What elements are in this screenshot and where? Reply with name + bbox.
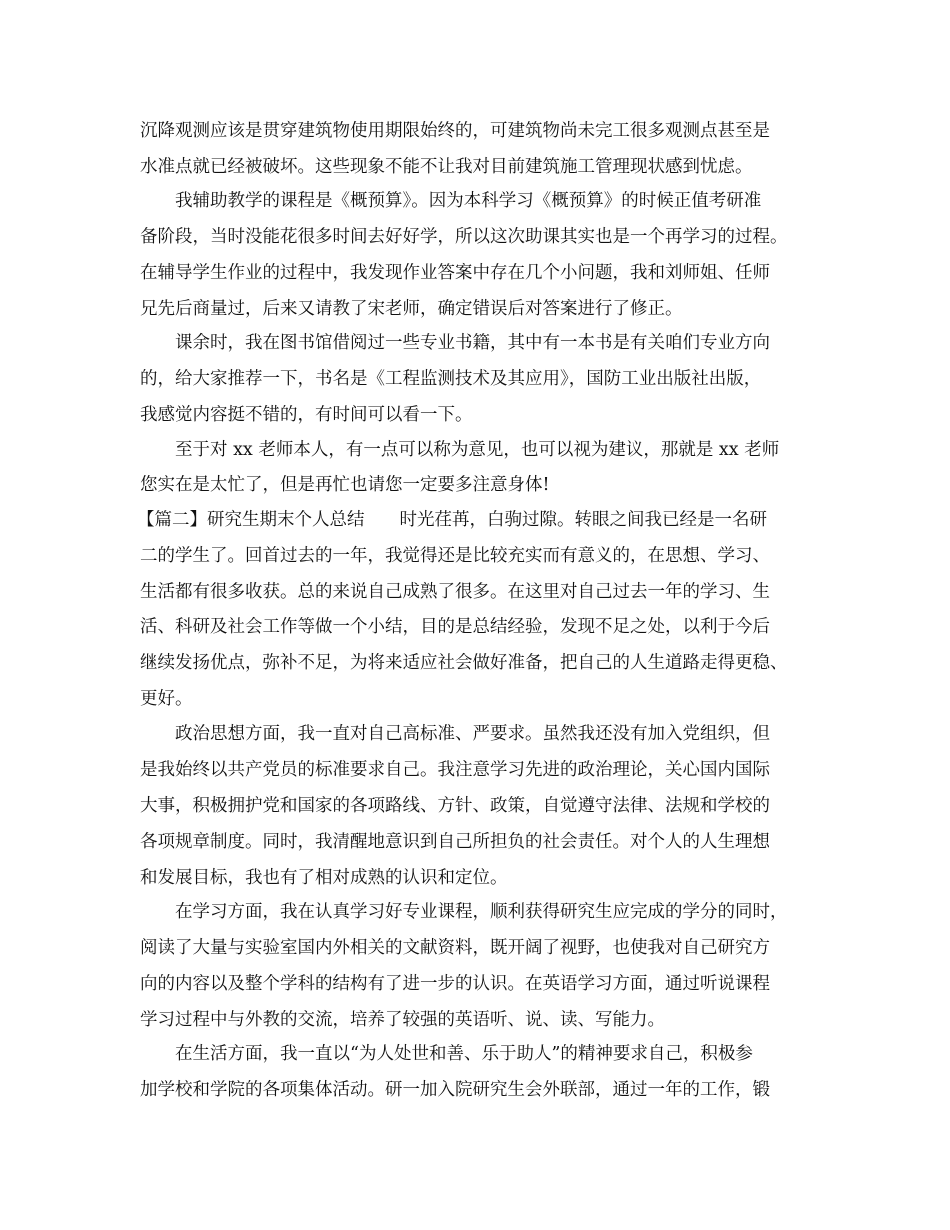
text-line-paragraph-start: 政治思想方面，我一直对自己高标准、严要求。虽然我还没有加入党组织，但 (175, 724, 770, 744)
text-line: 我感觉内容挺不错的，有时间可以看一下。 (140, 405, 473, 425)
section-heading-line: 【篇二】研究生期末个人总结 时光荏苒，白驹过隙。转眼之间我已经是一名研 (137, 510, 767, 530)
text-line: 和发展目标，我也有了相对成熟的认识和定位。 (140, 868, 508, 888)
text-line: 各项规章制度。同时，我清醒地意识到自己所担负的社会责任。对个人的人生理想 (140, 832, 770, 852)
text-line: 阅读了大量与实验室国内外相关的文献资料，既开阔了视野，也使我对自己研究方 (140, 938, 770, 958)
text-line: 二的学生了。回首过去的一年，我觉得还是比较充实而有意义的，在思想、学习、 (140, 546, 770, 566)
text-line: 大事，积极拥护党和国家的各项路线、方针、政策，自觉遵守法律、法规和学校的 (140, 796, 770, 816)
text-line: 兄先后商量过，后来又请教了宋老师，确定错误后对答案进行了修正。 (140, 299, 683, 319)
text-line: 沉降观测应该是贯穿建筑物使用期限始终的，可建筑物尚未完工很多观测点甚至是 (140, 121, 770, 141)
text-line-paragraph-start: 课余时，我在图书馆借阅过一些专业书籍，其中有一本书是有关咱们专业方向 (175, 333, 770, 353)
text-line: 生活都有很多收获。总的来说自己成熟了很多。在这里对自己过去一年的学习、生 (140, 582, 770, 602)
text-line: 备阶段，当时没能花很多时间去好好学，所以这次助课其实也是一个再学习的过程。 (140, 227, 788, 247)
text-line-paragraph-start: 至于对 xx 老师本人，有一点可以称为意见，也可以视为建议，那就是 xx 老师 (175, 440, 780, 460)
text-line: 更好。 (140, 689, 193, 709)
text-line-paragraph-start: 我辅助教学的课程是《概预算》。因为本科学习《概预算》的时候正值考研准 (175, 191, 762, 211)
text-line: 学习过程中与外教的交流，培养了较强的英语听、说、读、写能力。 (140, 1010, 665, 1030)
text-line-paragraph-start: 在学习方面，我在认真学习好专业课程，顺利获得研究生应完成的学分的同时， (175, 902, 788, 922)
text-line: 加学校和学院的各项集体活动。研一加入院研究生会外联部，通过一年的工作，锻 (140, 1080, 770, 1100)
text-line: 的，给大家推荐一下，书名是《工程监测技术及其应用》，国防工业出版社出版， (140, 369, 762, 389)
text-line: 继续发扬优点，弥补不足，为将来适应社会做好准备，把自己的人生道路走得更稳、 (140, 653, 788, 673)
text-line-paragraph-start: 在生活方面，我一直以“为人处世和善、乐于助人”的精神要求自己，积极参 (175, 1044, 753, 1064)
text-line: 水准点就已经被破坏。这些现象不能不让我对目前建筑施工管理现状感到忧虑。 (140, 157, 753, 177)
text-line: 您实在是太忙了，但是再忙也请您一定要多注意身体! (140, 475, 550, 495)
text-line: 活、科研及社会工作等做一个小结，目的是总结经验，发现不足之处，以利于今后 (140, 617, 770, 637)
text-line: 向的内容以及整个学科的结构有了进一步的认识。在英语学习方面，通过听说课程 (140, 974, 770, 994)
text-line: 在辅导学生作业的过程中，我发现作业答案中存在几个小问题，我和刘师姐、任师 (140, 263, 770, 283)
text-line: 是我始终以共产党员的标准要求自己。我注意学习先进的政治理论，关心国内国际 (140, 760, 770, 780)
